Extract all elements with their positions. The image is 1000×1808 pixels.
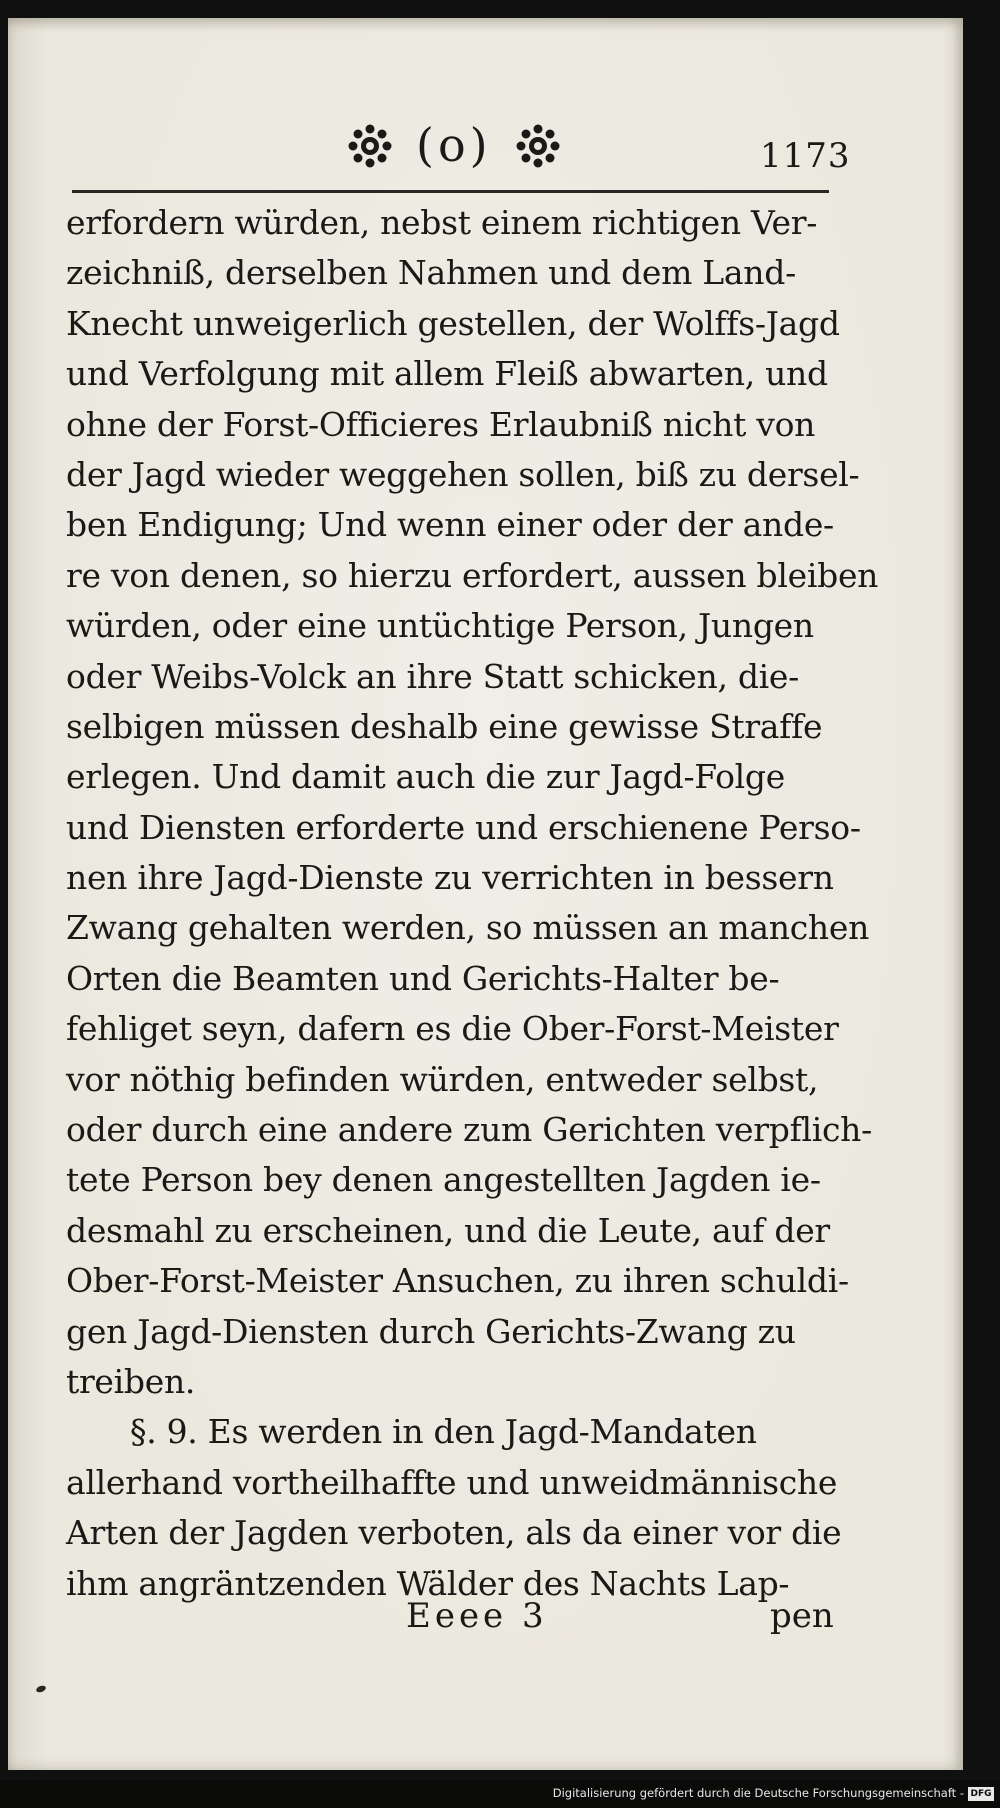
ink-blemish xyxy=(35,1684,46,1693)
rosette-ornament-icon xyxy=(348,124,392,168)
page-number: 1173 xyxy=(760,136,851,176)
text-line: fehliget seyn, dafern es die Ober-Forst-Meister xyxy=(66,1009,839,1049)
text-line: allerhand vortheilhaffte und unweidmännische xyxy=(66,1462,838,1502)
text-line: Knecht unweigerlich gestellen, der Wolffs-Jagd xyxy=(66,303,840,343)
text-line: der Jagd wieder weggehen sollen, biß zu dersel- xyxy=(66,454,860,494)
text-line: und Verfolgung mit allem Fleiß abwarten, und xyxy=(66,354,828,394)
dfg-logo: DFG xyxy=(968,1787,994,1801)
text-line: ben Endigung; Und wenn einer oder der ande- xyxy=(66,505,834,545)
text-line: tete Person bey denen angestellten Jagden ie- xyxy=(66,1160,821,1200)
text-line: zeichniß, derselben Nahmen und dem Land- xyxy=(66,253,796,293)
section-heading-line: §. 9. Es werden in den Jagd-Mandaten xyxy=(130,1412,757,1452)
text-line: würden, oder eine untüchtige Person, Jungen xyxy=(66,606,814,646)
text-line: oder Weibs-Volck an ihre Statt schicken, die- xyxy=(66,656,799,696)
text-line: nen ihre Jagd-Dienste zu verrichten in bessern xyxy=(66,858,834,898)
book-page xyxy=(8,18,963,1770)
text-line: treiben. xyxy=(66,1361,196,1401)
signature-mark: Eeee 3 xyxy=(406,1596,548,1636)
credit-bar xyxy=(0,1780,1000,1808)
text-line: Arten der Jagden verboten, als da einer vor die xyxy=(66,1513,842,1553)
catchword: pen xyxy=(770,1596,834,1636)
text-line: erfordern würden, nebst einem richtigen Ver- xyxy=(66,203,818,242)
text-line: erlegen. Und damit auch die zur Jagd-Folge xyxy=(66,757,785,797)
page-header-ornament xyxy=(348,118,748,178)
text-line: Ober-Forst-Meister Ansuchen, zu ihren schuldi- xyxy=(66,1261,849,1301)
text-line: oder durch eine andere zum Gerichten verpflich- xyxy=(66,1110,872,1150)
text-line: re von denen, so hierzu erfordert, aussen bleiben xyxy=(66,555,879,595)
text-line: und Diensten erforderte und erschienene Perso- xyxy=(66,807,861,847)
funding-credit: Digitalisierung gefördert durch die Deutsche Forschungsgemeinschaft - xyxy=(552,1786,964,1800)
text-line: gen Jagd-Diensten durch Gerichts-Zwang zu xyxy=(66,1311,796,1351)
text-line: Orten die Beamten und Gerichts-Halter be- xyxy=(66,958,780,998)
body-text xyxy=(66,198,879,1609)
text-line: Zwang gehalten werden, so müssen an manchen xyxy=(66,908,870,948)
text-line: ohne der Forst-Officieres Erlaubniß nicht von xyxy=(66,404,816,444)
text-line: ihm angräntzenden Wälder des Nachts Lap- xyxy=(66,1563,790,1603)
header-rule xyxy=(72,190,829,193)
text-line: selbigen müssen deshalb eine gewisse Straffe xyxy=(66,706,823,746)
header-center-mark: (o) xyxy=(416,118,492,172)
text-line: vor nöthig befinden würden, entweder selbst, xyxy=(66,1059,819,1099)
text-line: desmahl zu erscheinen, und die Leute, auf der xyxy=(66,1210,830,1250)
rosette-ornament-icon xyxy=(516,124,560,168)
